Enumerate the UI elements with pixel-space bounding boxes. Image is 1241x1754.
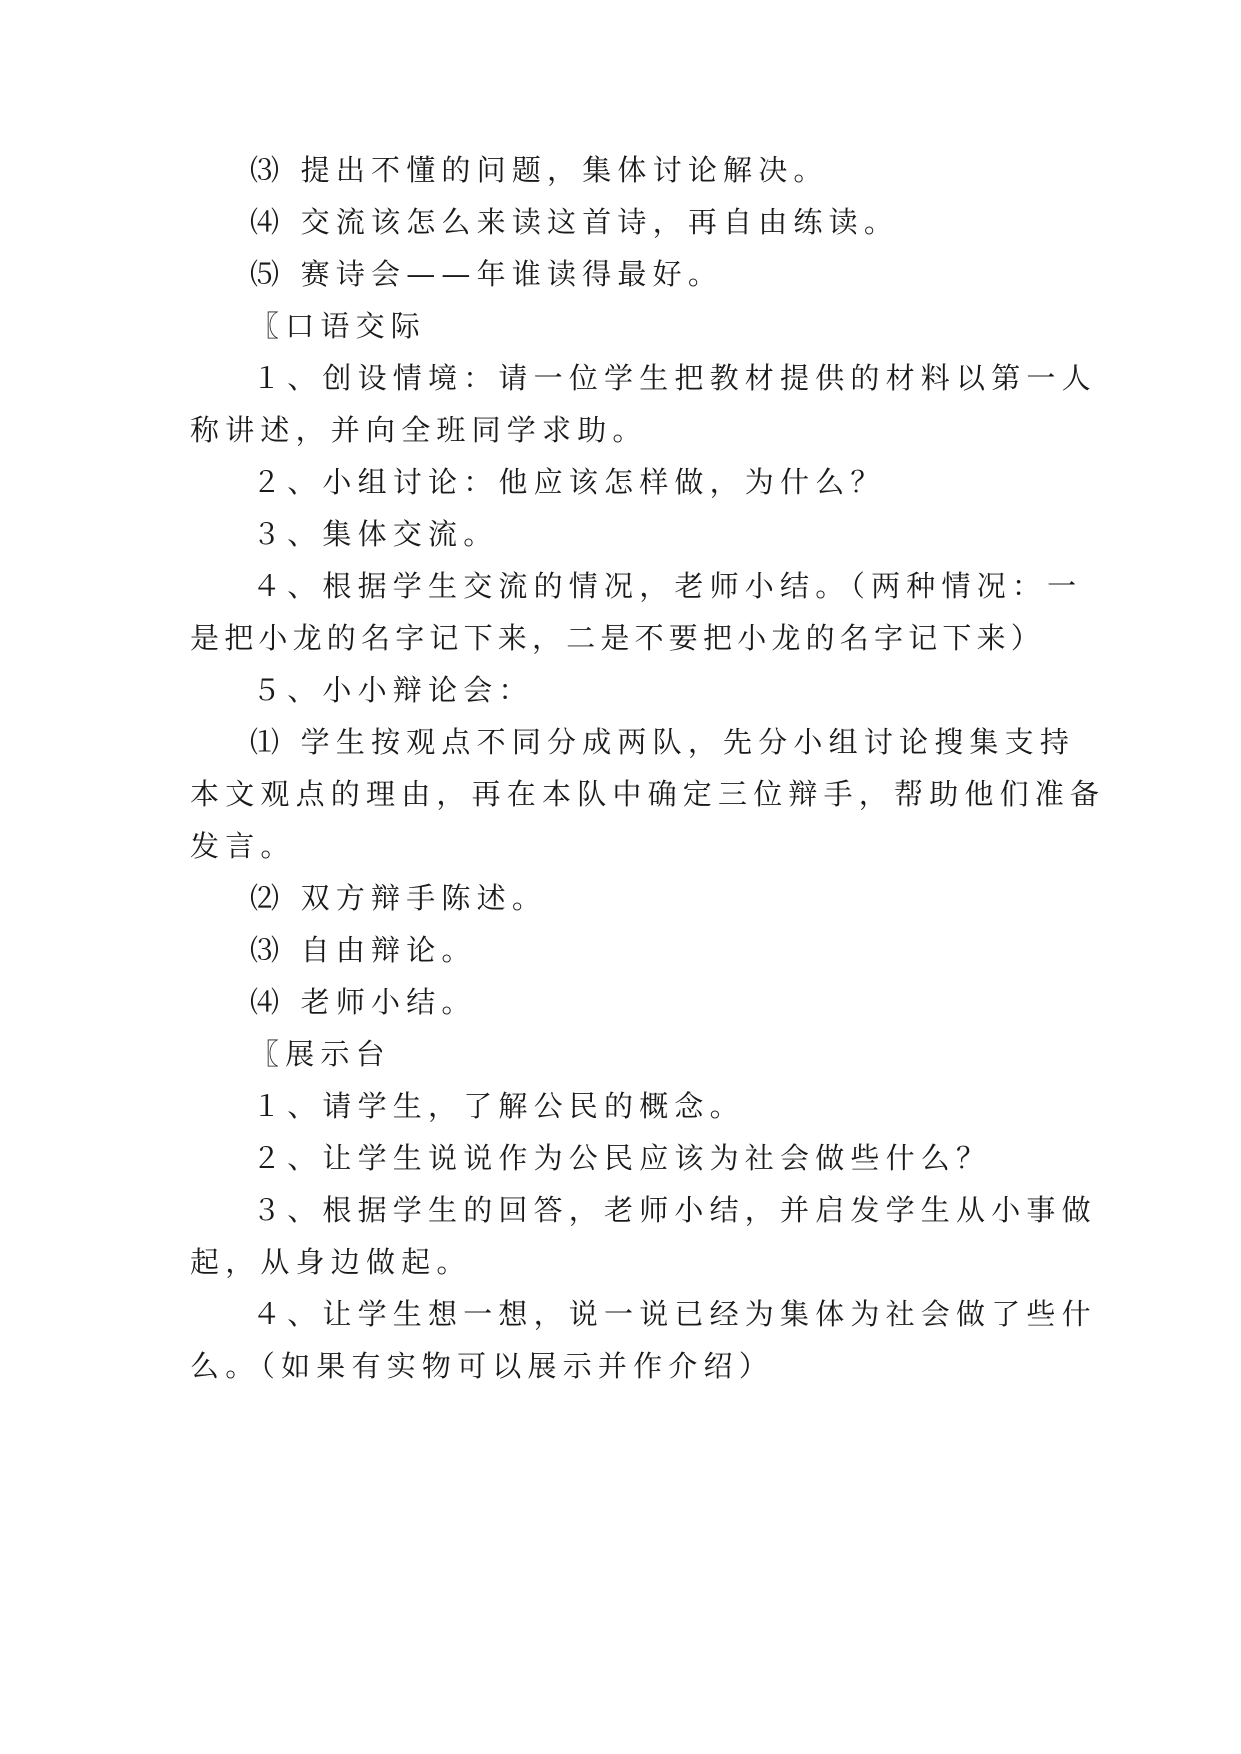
- showcase-item-3-line-2: 起，从身边做起。: [190, 1245, 472, 1279]
- debate-step-4: ⑷ 老师小结。: [250, 985, 477, 1019]
- step-5-poetry-contest: ⑸ 赛诗会——年谁读得最好。: [250, 257, 724, 291]
- debate-step-1-line-1: ⑴ 学生按观点不同分成两队，先分小组讨论搜集支持: [250, 725, 1076, 759]
- step-4-exchange-reading: ⑷ 交流该怎么来读这首诗，再自由练读。: [250, 205, 900, 239]
- debate-step-3: ⑶ 自由辩论。: [250, 933, 477, 967]
- debate-step-1-line-3: 发言。: [190, 829, 296, 863]
- oral-item-4-line-2: 是把小龙的名字记下来，二是不要把小龙的名字记下来）: [190, 621, 1046, 655]
- oral-item-2: ２、小组讨论：他应该怎样做，为什么？: [252, 465, 886, 499]
- showcase-item-4-line-1: ４、让学生想一想，说一说已经为集体为社会做了些什: [252, 1297, 1097, 1331]
- showcase-item-2: ２、让学生说说作为公民应该为社会做些什么？: [252, 1141, 992, 1175]
- oral-item-1-line-2: 称讲述，并向全班同学求助。: [190, 413, 648, 447]
- oral-item-1-line-1: １、创设情境：请一位学生把教材提供的材料以第一人: [252, 361, 1097, 395]
- showcase-item-1: １、请学生，了解公民的概念。: [252, 1089, 745, 1123]
- oral-item-3: ３、集体交流。: [252, 517, 499, 551]
- section-heading-oral-communication: 〖口语交际: [250, 309, 427, 343]
- showcase-item-4-line-2: 么。（如果有实物可以展示并作介绍）: [190, 1349, 774, 1383]
- debate-step-2: ⑵ 双方辩手陈述。: [250, 881, 548, 915]
- section-heading-showcase: 〖展示台: [250, 1037, 391, 1071]
- step-3-discuss-questions: ⑶ 提出不懂的问题，集体讨论解决。: [250, 153, 829, 187]
- debate-step-1-line-2: 本文观点的理由，再在本队中确定三位辩手，帮助他们准备: [190, 777, 1106, 811]
- showcase-item-3-line-1: ３、根据学生的回答，老师小结，并启发学生从小事做: [252, 1193, 1097, 1227]
- oral-item-5-debate: ５、小小辩论会：: [252, 673, 534, 707]
- oral-item-4-line-1: ４、根据学生交流的情况，老师小结。（两种情况：一: [252, 569, 1083, 603]
